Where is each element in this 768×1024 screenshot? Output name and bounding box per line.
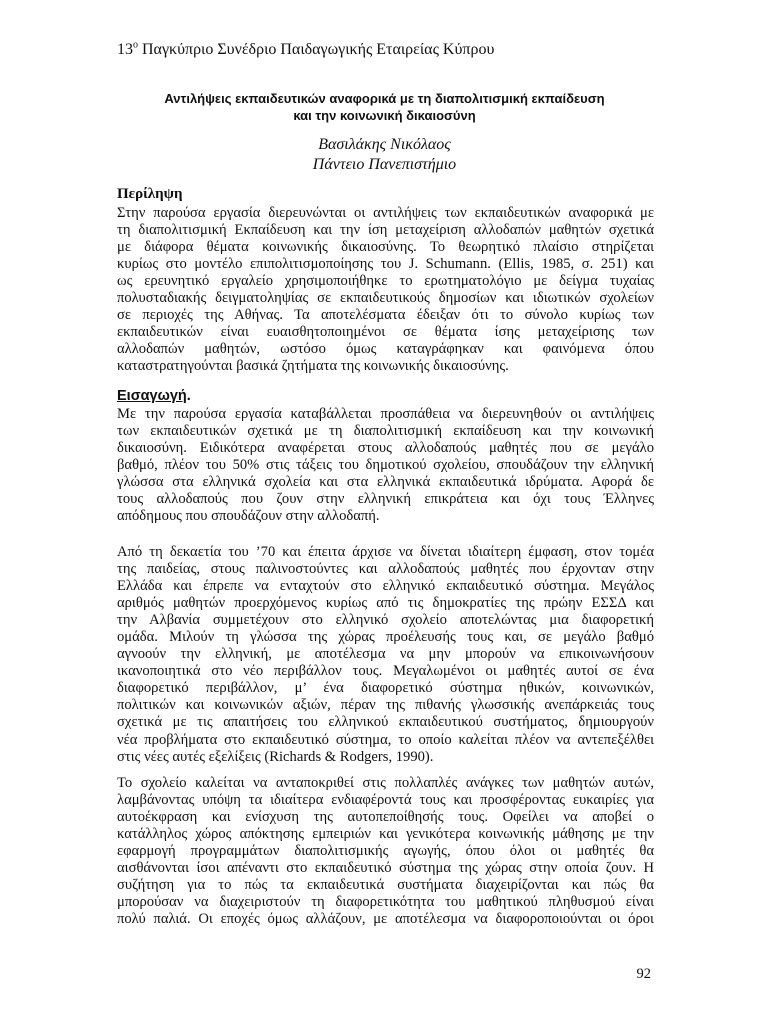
introduction-heading [117, 387, 191, 405]
text-line: Στην παρούσα εργασία διερευνώνται οι αντιλήψεις των εκπαιδευτικών αναφορικά με [117, 205, 654, 221]
paper-title [117, 90, 652, 124]
author-name: Βασιλάκης Νικόλαος [318, 136, 451, 153]
introduction-heading-text: Εισαγωγή [117, 388, 187, 404]
text-line: συζήτηση για το πώς τα εκπαιδευτικά συστήματα διαχειρίζονται και πώς θα [117, 877, 654, 894]
text-line: εκπαιδευτικών είναι ευαισθητοποιημένοι σε θέματα ίσης μεταχείρισης των [117, 324, 654, 341]
introduction-paragraph-2 [117, 544, 654, 766]
introduction-paragraph-1 [117, 406, 654, 525]
text-line: την Αλβανία συμμετέχουν στο ελληνικό σχολείο αποτελώντας μια διαφορετική [117, 612, 654, 629]
text-line: κυρίως στο μοντέλο επιπολιτισμοποίησης του J. Schumann. (Ellis, 1985, σ. 251) και [117, 256, 654, 273]
text-line: απόδημους που σπουδάζουν στην αλλοδαπή. [117, 508, 380, 525]
introduction-paragraph-3 [117, 775, 654, 928]
author-block [117, 135, 652, 175]
text-line: ως ερευνητικό εργαλείο χρησιμοποιήθηκε το ερωτηματολόγιο με δείγμα τυχαίας [117, 273, 654, 290]
text-line: ομάδα. Μιλούν τη γλώσσα της χώρας προέλευσής τους και, σε μεγάλο βαθμό [117, 629, 654, 646]
text-line: καταστρατηγούνται βασικά ζητήματα της κοινωνικής δικαιοσύνης. [117, 358, 509, 375]
text-line: Το σχολείο καλείται να ανταποκριθεί στις πολλαπλές ανάγκες των μαθητών αυτών, [117, 775, 654, 791]
page-number: 92 [636, 966, 651, 982]
text-line: γλώσσα στα ελληνικά σχολεία και στα ελληνικά εκπαιδευτικά ιδρύματα. Αφορά δε [117, 474, 654, 491]
text-line: κατάλληλος χώρος απόκτησης εμπειριών και γενικότερα κοινωνικής μάθησης με την [117, 826, 654, 843]
text-line: νέα προβλήματα στο εκπαιδευτικό σύστημα, το οποίο καλείται πλέον να αντεπεξέλθει [117, 731, 654, 748]
header-text: Παγκύπριο Συνέδριο Παιδαγωγικής Εταιρείας Κύπρου [138, 41, 495, 58]
text-line: τους αλλοδαπούς που ζουν στην ελληνική επικράτεια και όχι τους Έλληνες [117, 491, 654, 508]
text-line: σχετικά με τις απαιτήσεις του ελληνικού εκπαιδευτικού συστήματος, δημιουργούν [117, 714, 654, 731]
text-line: Με την παρούσα εργασία καταβάλλεται προσπάθεια να διερευνηθούν οι αντιλήψεις [117, 406, 654, 422]
abstract-paragraph [117, 205, 654, 375]
text-line: με διάφορα θέματα κοινωνικής δικαιοσύνης. Το θεωρητικό πλαίσιο στηρίζεται [117, 239, 654, 256]
text-line: των εκπαιδευτικών σχετικά με τη διαπολιτισμική εκπαίδευση και την κοινωνική [117, 423, 654, 440]
text-line: πολιτικών και κοινωνικών αξιών, πέραν της πιθανής γλωσσικής ανεπάρκειάς τους [117, 697, 654, 714]
conference-header [117, 40, 494, 60]
text-line: Ελλάδα και έπρεπε να ενταχτούν στο ελληνικό εκπαιδευτικό σύστημα. Μεγάλος [117, 578, 654, 595]
text-line: αυτοέκφραση και ενίσχυση της αυτοπεποίθησής τους. Οφείλει να αποβεί ο [117, 809, 654, 826]
text-line: Από τη δεκαετία του ’70 και έπειτα άρχισε να δίνεται ιδιαίτερη έμφαση, στον τομέα [117, 544, 654, 560]
introduction-heading-suffix: . [186, 388, 191, 404]
text-line: αγνοούν την ελληνική, με αποτέλεσμα να μην μπορούν να επικοινωνήσουν [117, 646, 654, 663]
text-line: αισθάνονται ίσοι απέναντι στο εκπαιδευτικό σύστημα της χώρας στην οποία ζουν. Η [117, 860, 654, 877]
abstract-heading: Περίληψη [117, 186, 183, 202]
text-line: διαφορετικό περιβάλλον, μ’ ένα διαφορετικό σύστημα ηθικών, κοινωνικών, [117, 680, 654, 697]
text-line: στις νέες αυτές εξελίξεις (Richards & Rodgers, 1990). [117, 748, 434, 765]
text-line: σε περιοχές της Αθήνας. Τα αποτελέσματα έδειξαν ότι το σύνολο κυρίως των [117, 307, 654, 324]
text-line: της παιδείας, στους παλινοστούντες και αλλοδαπούς μαθητές που έρχονταν στην [117, 561, 654, 578]
text-line: αλλοδαπών μαθητών, ωστόσο όμως καταγράφηκαν και φαινόμενα όπου [117, 341, 654, 358]
text-line: πολύ παλιά. Οι εποχές όμως αλλάζουν, με αποτέλεσμα να διαφοροποιούνται οι όροι [117, 911, 654, 928]
text-line: δικαιοσύνη. Ειδικότερα αναφέρεται στους αλλοδαπούς μαθητές που σε μεγάλο [117, 440, 654, 457]
text-line: βαθμό, πλέον του 50% στις τάξεις του δημοτικού σχολείου, σπουδάζουν την ελληνική [117, 457, 654, 474]
title-line: και την κοινωνική δικαιοσύνη [293, 108, 476, 123]
text-line: ικανοποιητικά στο νέο περιβάλλον τους. Μεγαλωμένοι οι μαθητές αυτοί σε ένα [117, 663, 654, 680]
author-affiliation: Πάντειο Πανεπιστήμιο [312, 156, 457, 173]
text-line: πολυσταδιακής δειγματοληψίας σε εκπαιδευτικούς δημοσίων και ιδιωτικών σχολείων [117, 290, 654, 307]
text-line: τη διαπολιτισμική Εκπαίδευση και την ίση μεταχείριση αλλοδαπών μαθητών σχετικά [117, 222, 654, 239]
text-line: λαμβάνοντας υπόψη τα ιδιαίτερα ενδιαφέροντά τους και προσφέροντας ευκαιρίες για [117, 792, 654, 809]
title-line: Αντιλήψεις εκπαιδευτικών αναφορικά με τη διαπολιτισμική εκπαίδευση [164, 91, 605, 106]
text-line: εφαρμογή προγραμμάτων διαπολιτισμικής αγωγής, όπου όλοι οι μαθητές θα [117, 843, 654, 860]
header-superscript: ο [133, 39, 138, 51]
text-line: αριθμός μαθητών προερχόμενος κυρίως από τις δημοκρατίες της πρώην ΕΣΣΔ και [117, 595, 654, 612]
header-prefix: 13 [117, 41, 133, 58]
text-line: μπορούσαν να διαχειριστούν τη διαφορετικότητα του μαθητικού πληθυσμού είναι [117, 894, 654, 911]
